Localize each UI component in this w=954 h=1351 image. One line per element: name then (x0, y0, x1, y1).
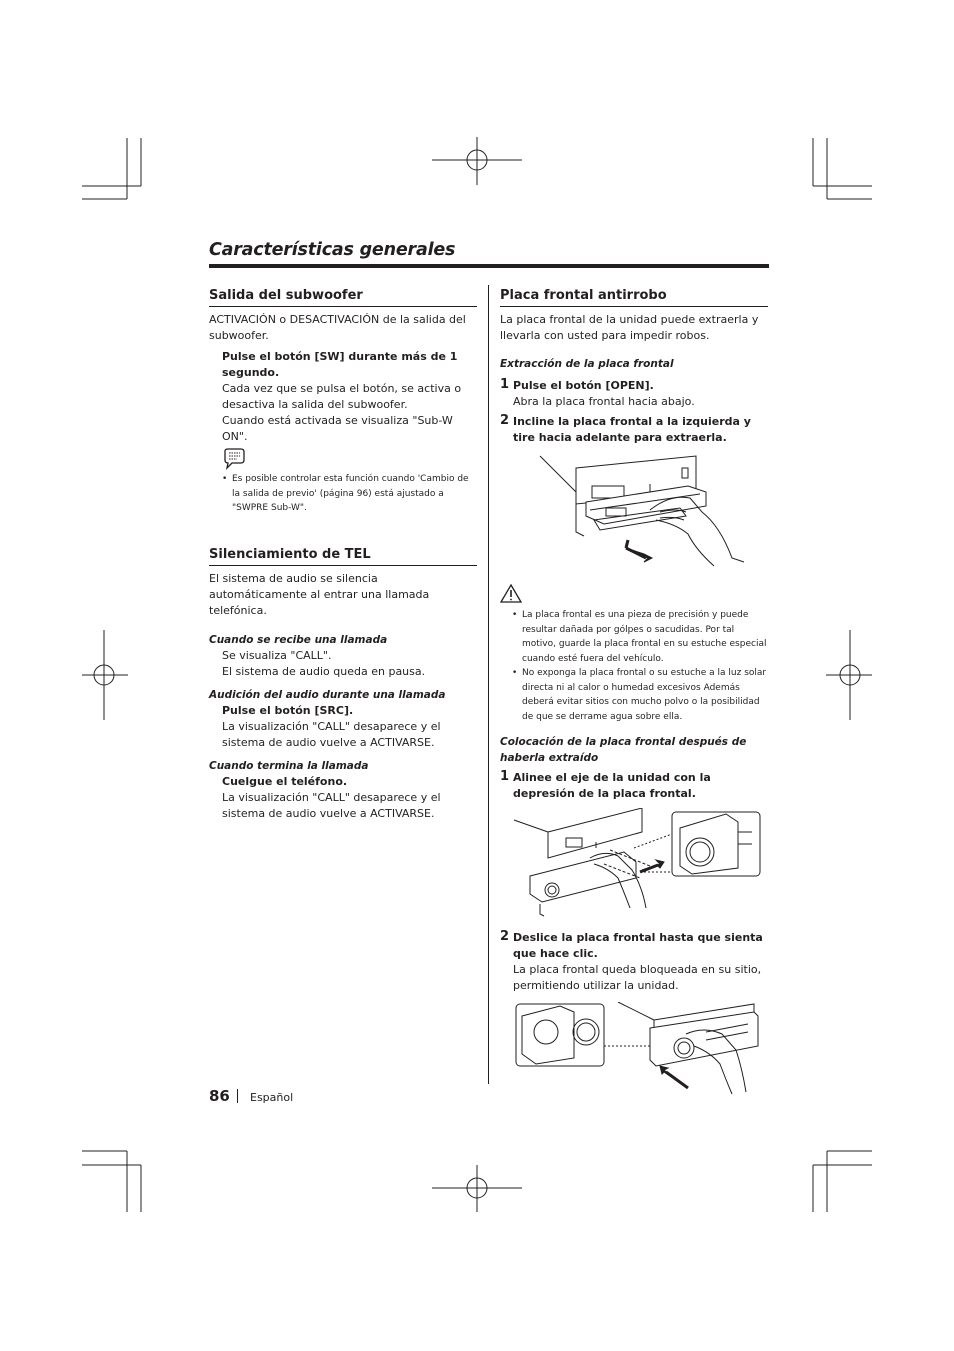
extraction-title: Extracción de la placa frontal (500, 358, 674, 370)
tel-case-2-title: Audición del audio durante una llamada (209, 688, 446, 701)
placement-title: Colocación de la placa frontal después de haberla extraído (500, 736, 747, 764)
extraction-step-2-text: Incline la placa frontal a la izquierda y tire hacia adelante para extraerla. (513, 415, 751, 444)
speech-bubble-note-icon (222, 448, 246, 470)
tel-intro: El sistema de audio se silencia automáticamente al entrar una llamada telefónica. (209, 571, 430, 617)
tel-case-3-desc: La visualización "CALL" desaparece y el sistema de audio vuelve a ACTIVARSE. (222, 790, 441, 820)
tel-case-3-title: Cuando termina la llamada (209, 759, 369, 772)
caution-item: • La placa frontal es una pieza de precisión y puede resultar dañada por gólpes o sacudidas. Por tal motivo, guarde la placa frontal en su estuche especial cuando esté fuera del vehículo. (512, 610, 767, 664)
tel-heading: Silenciamiento de TEL (209, 546, 477, 566)
left-column (209, 287, 477, 822)
tel-case-2-instruction: Pulse el botón [SRC]. (222, 703, 354, 717)
placement-step-1-text: Alinee el eje de la unidad con la depresión de la placa frontal. (513, 771, 711, 800)
tel-case-1-title: Cuando se recibe una llamada (209, 633, 388, 646)
faceplate-heading: Placa frontal antirrobo (500, 287, 768, 307)
subwoofer-desc-1: Cada vez que se pulsa el botón, se activa o desactiva la salida del subwoofer. (222, 382, 462, 411)
page-language: Español (250, 1091, 294, 1104)
subwoofer-heading: Salida del subwoofer (209, 287, 477, 307)
faceplate-removal-illustration (500, 454, 768, 576)
tel-case-3-instruction: Cuelgue el teléfono. (222, 774, 348, 788)
page-title: Características generales (209, 240, 456, 260)
faceplate-intro: La placa frontal de la unidad puede extraerla y llevarla con usted para impedir robos. (500, 313, 759, 342)
placement-step-1 (500, 770, 768, 802)
caution-item: • No exponga la placa frontal o su estuche a la luz solar directa ni al calor o humedad excesivos Además deberá evitar sitios con mucho polvo o la posibilidad de que se derrame agua sobre ella. (512, 668, 767, 722)
title-rule (209, 264, 769, 268)
column-divider (488, 285, 489, 1084)
tel-case-2-desc: La visualización "CALL" desaparece y el sistema de audio vuelve a ACTIVARSE. (222, 719, 441, 749)
extraction-step-1-text: Pulse el botón [OPEN]. (513, 379, 654, 392)
extraction-step-1 (500, 378, 768, 410)
faceplate-slide-illustration (500, 1002, 768, 1098)
warning-triangle-icon (500, 584, 522, 603)
subwoofer-desc-2: Cuando está activada se visualiza "Sub-W ON". (222, 414, 453, 443)
footer-separator (237, 1089, 238, 1103)
faceplate-alignment-illustration (500, 808, 768, 920)
extraction-step-2 (500, 414, 768, 446)
placement-step-2 (500, 930, 768, 994)
tel-case-1-line-1: Se visualiza "CALL". (222, 648, 332, 662)
extraction-step-2-number: 2 (500, 413, 510, 428)
tel-case-1-line-2: El sistema de audio queda en pausa. (222, 664, 426, 678)
placement-step-1-number: 1 (500, 769, 510, 784)
right-column (500, 287, 768, 1098)
extraction-step-1-number: 1 (500, 377, 510, 392)
subwoofer-instruction: Pulse el botón [SW] durante más de 1 segundo. (222, 350, 458, 379)
extraction-step-1-desc: Abra la placa frontal hacia abajo. (513, 395, 695, 408)
placement-step-2-number: 2 (500, 929, 510, 944)
page-number: 86 (209, 1087, 230, 1105)
subwoofer-intro: ACTIVACIÓN o DESACTIVACIÓN de la salida del subwoofer. (209, 313, 466, 342)
placement-step-2-text: Deslice la placa frontal hasta que sienta que hace clic. (513, 931, 763, 960)
placement-step-2-desc: La placa frontal queda bloqueada en su sitio, permitiendo utilizar la unidad. (513, 963, 762, 992)
subwoofer-note: • Es posible controlar esta función cuando 'Cambio de la salida de previo' (página 96) está ajustado a "SWPRE Sub-W". (222, 474, 469, 513)
